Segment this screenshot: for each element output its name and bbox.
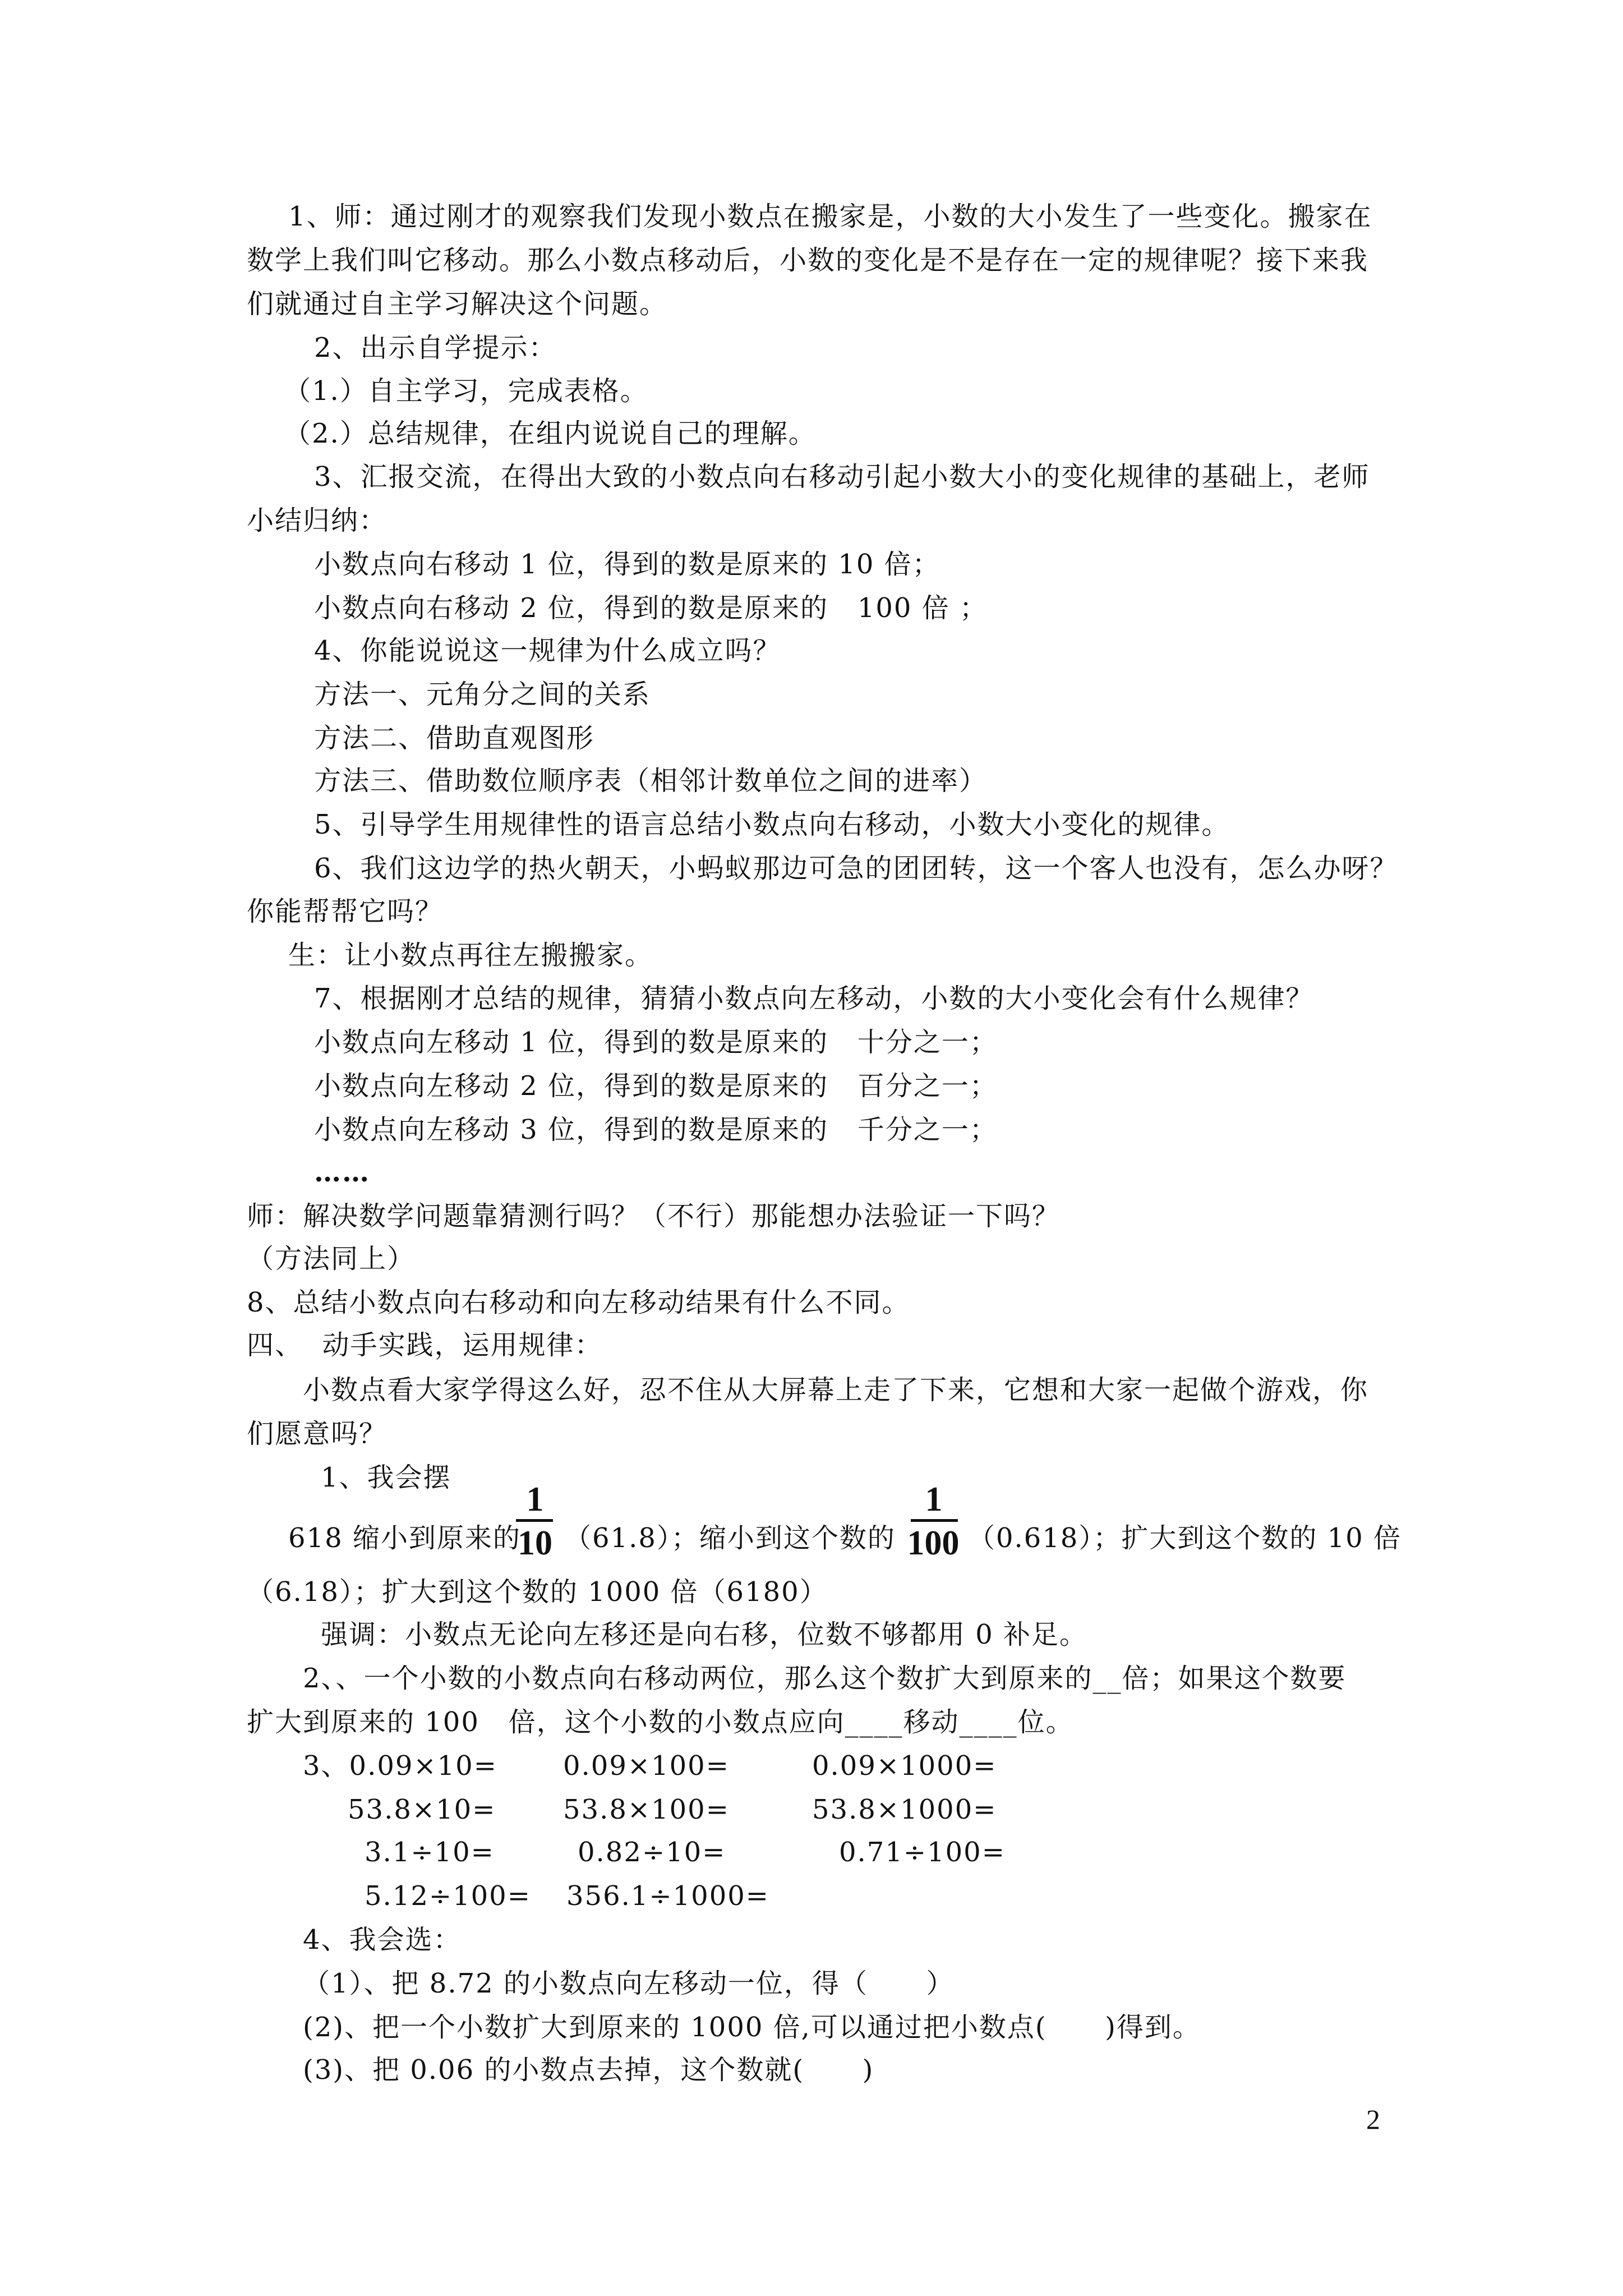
text-line: 6、我们这边学的热火朝天，小蚂蚁那边可急的团团转，这一个客人也没有，怎么办呀？ <box>314 853 1398 884</box>
exercise-item: 356.1÷1000= <box>566 1880 770 1912</box>
text-line: (3)、把 0.06 的小数点去掉，这个数就( ) <box>303 2054 874 2086</box>
exercise-item: 53.8×100= <box>563 1794 730 1825</box>
text-line: 小数点向右移动 2 位，得到的数是原来的 100 倍 ； <box>314 592 988 624</box>
exercise-item: 53.8×10= <box>348 1794 496 1825</box>
exercise-item: 0.09×100= <box>563 1750 730 1782</box>
text-line: （1）、把 8.72 的小数点向左移动一位，得（ ） <box>303 1968 955 1999</box>
text-line: 2、出示自学提示： <box>314 332 557 364</box>
text-line: 4、你能说说这一规律为什么成立吗？ <box>314 635 781 666</box>
text-line: …… <box>314 1157 370 1188</box>
text-line: 扩大到原来的 100 倍，这个小数的小数点应向____移动____位。 <box>247 1706 1074 1738</box>
text-line: 8、总结小数点向右移动和向左移动结果有什么不同。 <box>247 1287 910 1318</box>
text-line: 小数点向右移动 1 位，得到的数是原来的 10 倍； <box>314 549 940 580</box>
text-line: 数学上我们叫它移动。那么小数点移动后，小数的变化是不是存在一定的规律呢？接下来我 <box>247 245 1369 276</box>
text-line: 1、师：通过刚才的观察我们发现小数点在搬家是，小数的大小发生了一些变化。搬家在 <box>288 201 1372 232</box>
exercise-item: 0.09×1000= <box>812 1750 997 1782</box>
exercise-item: 0.82÷10= <box>578 1837 726 1868</box>
text-line: 们愿意吗？ <box>247 1418 388 1450</box>
text-line: 生：让小数点再往左搬搬家。 <box>288 940 653 971</box>
text-line: 方法一、元角分之间的关系 <box>314 679 651 710</box>
text-line: （2.）总结规律，在组内说说自己的理解。 <box>284 418 817 449</box>
text-line: 3、汇报交流，在得出大致的小数点向右移动引起小数大小的变化规律的基础上，老师 <box>314 461 1370 493</box>
text-line: 4、我会选： <box>303 1924 462 1955</box>
exercise-item: 53.8×1000= <box>812 1794 997 1825</box>
text-line: 小数点看大家学得这么好，忍不住从大屏幕上走了下来，它想和大家一起做个游戏，你 <box>303 1374 1369 1406</box>
exercise-item: 3.1÷10= <box>365 1837 495 1868</box>
fraction-bar <box>516 1519 553 1522</box>
text-line: 小结归纳： <box>247 505 388 536</box>
text-line: （1.）自主学习，完成表格。 <box>284 375 648 407</box>
text-line: 618 缩小到原来的 <box>288 1522 521 1554</box>
page-number: 2 <box>1366 2104 1380 2135</box>
text-line: （方法同上） <box>247 1243 416 1274</box>
fraction-denominator: 100 <box>907 1524 960 1562</box>
text-line: （0.618）；扩大到这个数的 10 倍 <box>968 1522 1402 1554</box>
text-line: 小数点向左移动 3 位，得到的数是原来的 千分之一； <box>314 1114 998 1145</box>
text-line: （6.18）；扩大到这个数的 1000 倍（6180） <box>247 1576 828 1608</box>
text-line: 方法三、借助数位顺序表（相邻计数单位之间的进率） <box>314 765 988 797</box>
text-line: 7、根据刚才总结的规律，猜猜小数点向左移动，小数的大小变化会有什么规律？ <box>314 983 1314 1014</box>
text-line: 1、我会摆 <box>321 1462 451 1493</box>
fraction-bar <box>911 1519 958 1522</box>
exercise-item: 5.12÷100= <box>365 1880 531 1912</box>
text-line: 你能帮帮它吗？ <box>247 896 444 927</box>
exercise-item: 0.71÷100= <box>839 1837 1006 1868</box>
text-line: 师：解决数学问题靠猜测行吗？（不行）那能想办法验证一下吗？ <box>247 1200 1061 1232</box>
text-line: （61.8）；缩小到这个数的 <box>564 1522 896 1554</box>
text-line: 们就通过自主学习解决这个问题。 <box>247 288 668 320</box>
fraction-numerator: 1 <box>925 1480 943 1519</box>
text-line: 2、、一个小数的小数点向右移动两位，那么这个数扩大到原来的__倍；如果这个数要 <box>303 1663 1347 1694</box>
text-line: (2)、把一个小数扩大到原来的 1000 倍,可以通过把小数点( )得到。 <box>303 2012 1201 2043</box>
text-line: 小数点向左移动 1 位，得到的数是原来的 十分之一； <box>314 1027 998 1058</box>
text-line: 强调：小数点无论向左移还是向右移，位数不够都用 0 补足。 <box>321 1619 1088 1650</box>
section-heading: 四、 动手实践，运用规律： <box>247 1329 603 1361</box>
text-line: 5、引导学生用规律性的语言总结小数点向右移动，小数大小变化的规律。 <box>314 809 1230 840</box>
text-line: 小数点向左移动 2 位，得到的数是原来的 百分之一； <box>314 1070 998 1102</box>
fraction-denominator: 10 <box>518 1524 552 1562</box>
text-line: 方法二、借助直观图形 <box>314 723 595 754</box>
fraction-numerator: 1 <box>526 1480 544 1519</box>
exercise-item: 3、0.09×10= <box>303 1750 497 1782</box>
